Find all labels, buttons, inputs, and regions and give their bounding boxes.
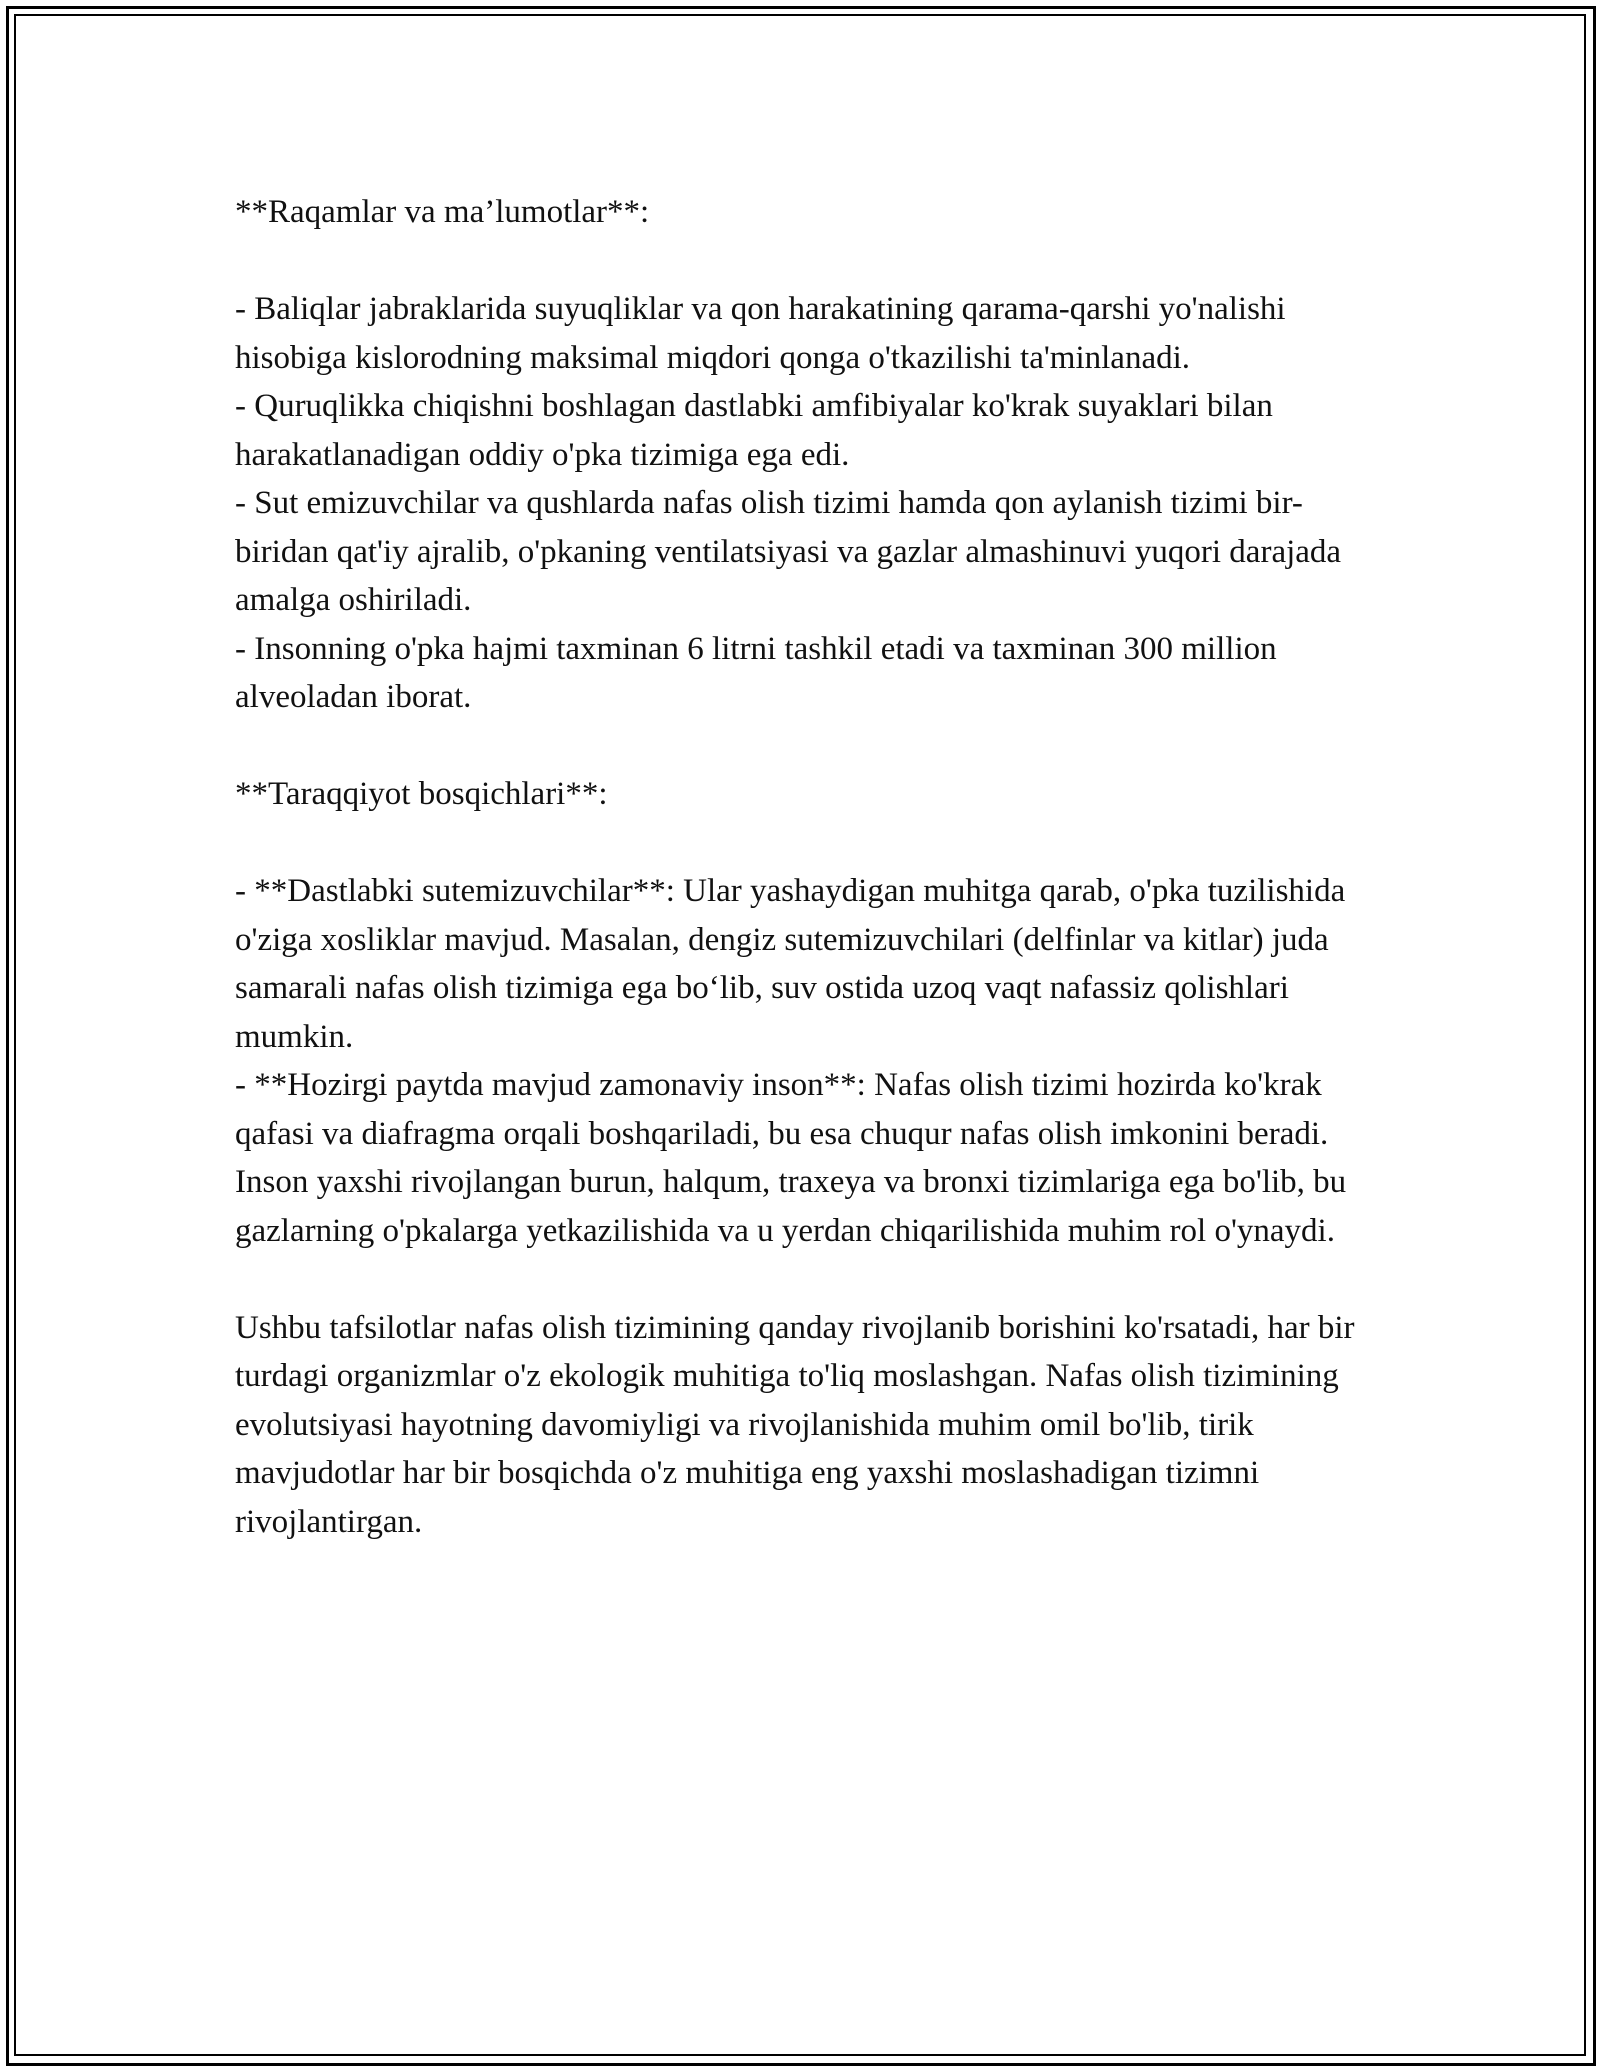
conclusion-paragraph: Ushbu tafsilotlar nafas olish tizimining qanday rivojlanib borishini ko'rsatadi, har bir turdagi organizmlar o'z ekologik muhitiga to'liq moslashgan. Nafas olish tizimining evolutsiyasi hayotning davomiyligi va rivojlanishida muhim omil bo'lib, tirik mavjudotlar har bir bosqichda o'z muhitiga eng yaxshi moslashadigan tizimni rivojlantirgan. — [235, 1309, 1355, 1540]
paragraph-gap — [235, 1255, 1375, 1304]
fact-item: - Quruqlikka chiqishni boshlagan dastlabki amfibiyalar ko'krak suyaklari bilan harakatlanadigan oddiy o'pka tizimiga ega edi. — [235, 388, 1273, 473]
fact-item: - Baliqlar jabraklarida suyuqliklar va qon harakatining qarama-qarshi yo'nalishi hisobiga kislorodning maksimal miqdori qonga o'tkazilishi ta'minlanadi. — [235, 291, 1286, 376]
paragraph-gap — [235, 722, 1375, 771]
fact-item: - Sut emizuvchilar va qushlarda nafas olish tizimi hamda qon aylanish tizimi bir-biridan qat'iy ajralib, o'pkaning ventilatsiyasi va gazlar almashinuvi yuqori darajada amalga oshiriladi. — [235, 485, 1342, 618]
stage-item: - **Hozirgi paytda mavjud zamonaviy inson**: Nafas olish tizimi hozirda ko'krak qafasi va diafragma orqali boshqariladi, bu esa chuqur nafas olish imkonini beradi. Inson yaxshi rivojlangan burun, halqum, traxeya va bronxi tizimlariga ega bo'lib, bu gazlarning o'pkalarga yetkazilishida va u yerdan chiqarilishida muhim rol o'ynaydi. — [235, 1067, 1347, 1249]
document-body — [235, 188, 1375, 1546]
section-heading-facts: **Raqamlar va ma’lumotlar**: — [235, 194, 650, 230]
paragraph-gap — [235, 237, 1375, 286]
fact-item: - Insonning o'pka hajmi taxminan 6 litrni tashkil etadi va taxminan 300 million alveoladan iborat. — [235, 630, 1277, 715]
section-heading-stages: **Taraqqiyot bosqichlari**: — [235, 776, 608, 812]
paragraph-gap — [235, 819, 1375, 868]
stage-item: - **Dastlabki sutemizuvchilar**: Ular yashaydigan muhitga qarab, o'pka tuzilishida o'ziga xosliklar mavjud. Masalan, dengiz sutemizuvchilari (delfinlar va kitlar) juda samarali nafas olish tizimiga ega bo‘lib, suv ostida uzoq vaqt nafassiz qolishlari mumkin. — [235, 873, 1346, 1055]
